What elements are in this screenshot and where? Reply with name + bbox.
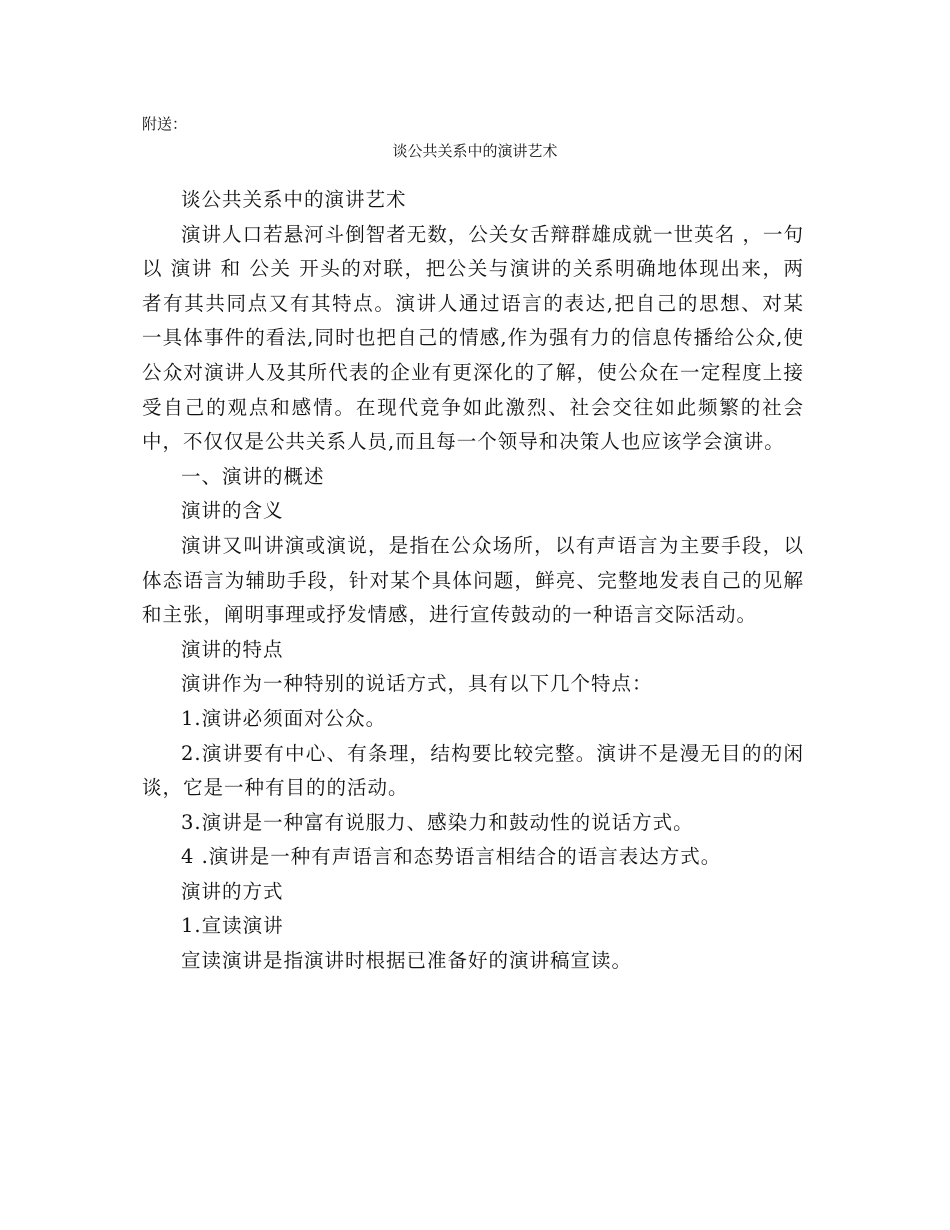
meaning-paragraph: 演讲又叫讲演或演说，是指在公众场所，以有声语言为主要手段，以体态语言为辅助手段，针对某个具体问题，鲜亮、完整地发表自己的见解和主张，阐明事理或抒发情感，进行宣传鼓动的一种语言交际活动。: [142, 533, 804, 627]
feature-item-4: 4 .演讲是一种有声语言和态势语言相结合的语言表达方式。: [181, 845, 722, 869]
subheading-meaning: 演讲的含义: [181, 499, 284, 523]
subheading-methods: 演讲的方式: [181, 879, 284, 903]
intro-paragraph: 演讲人口若悬河斗倒智者无数，公关女舌辩群雄成就一世英名 ，一句以 演讲 和 公关 开头的对联，把公关与演讲的关系明确地体现出来，两者有其共同点又有其特点。演讲人通过语言的表达,把自己的思想、对某一具体事件的看法,同时也把自己的情感,作为强有力的信息传播给公众,使公众对演讲人及其所代表的企业有更深化的了解，使公众在一定程度上接受自己的观点和感情。在现代竞争如此激烈、社会交往如此频繁的社会中，不仅仅是公共关系人员,而且每一个领导和决策人也应该学会演讲。: [142, 222, 804, 454]
features-intro: 演讲作为一种特别的说话方式，具有以下几个特点：: [181, 672, 653, 696]
appendix-label: 附送：: [142, 115, 188, 133]
section-heading: 谈公共关系中的演讲艺术: [181, 188, 407, 211]
method-item-1: 1.宣读演讲: [181, 914, 284, 938]
feature-item-2: 2.演讲要有中心、有条理，结构要比较完整。演讲不是漫无目的的闲谈，它是一种有目的的活动。: [142, 741, 804, 800]
document-title: 谈公共关系中的演讲艺术: [392, 142, 558, 160]
method-item-1-description: 宣读演讲是指演讲时根据已准备好的演讲稿宣读。: [181, 949, 633, 973]
feature-item-3: 3.演讲是一种富有说服力、感染力和鼓动性的说话方式。: [181, 810, 694, 834]
document-body: [142, 183, 804, 979]
chapter-heading: 一、演讲的概述: [181, 464, 325, 488]
subheading-features: 演讲的特点: [181, 637, 284, 661]
feature-item-1: 1.演讲必须面对公众。: [181, 706, 387, 730]
